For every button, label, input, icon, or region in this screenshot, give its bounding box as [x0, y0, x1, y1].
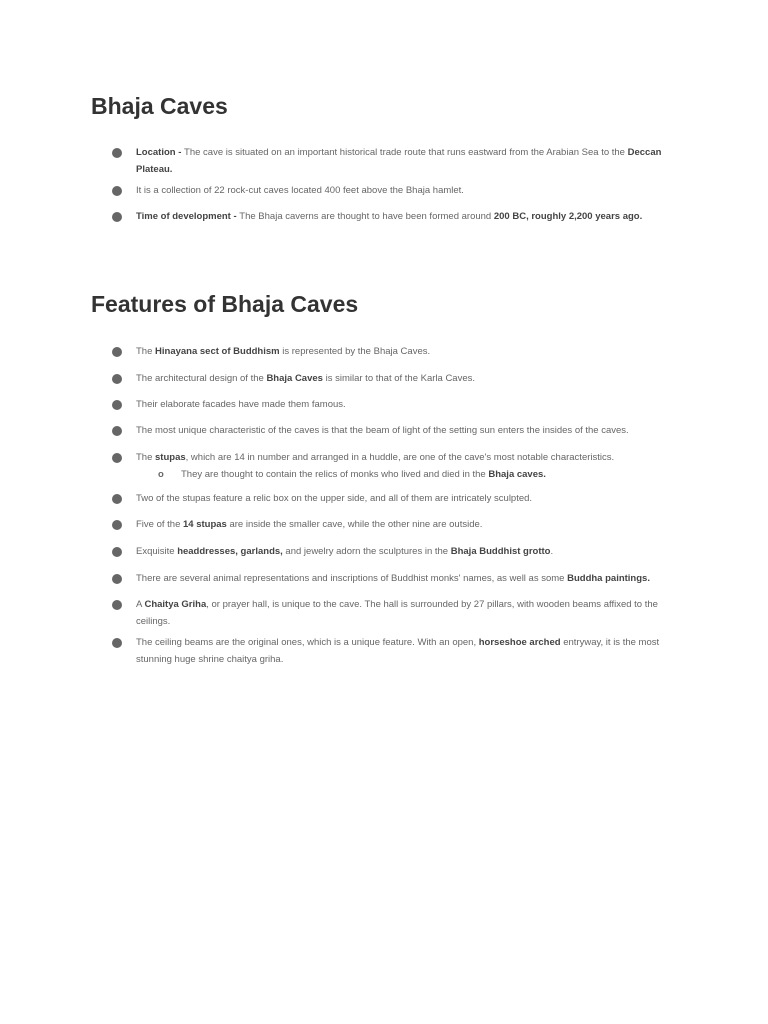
bullet-icon: [112, 520, 122, 530]
bullet-icon: [112, 148, 122, 158]
bullet-icon: [112, 374, 122, 384]
sublist-item-text: They are thought to contain the relics of monks who lived and died in the Bhaja caves.: [181, 469, 546, 480]
bullet-icon: [112, 347, 122, 357]
list-item-chaitya-griha: [112, 597, 672, 630]
bullet-icon: [112, 574, 122, 584]
sublist-item-relics: [158, 467, 678, 484]
list-item-text: It is a collection of 22 rock-cut caves located 400 feet above the Bhaja hamlet.: [136, 185, 464, 196]
list-item-text: Two of the stupas feature a relic box on the upper side, and all of them are intricately sculpted.: [136, 493, 533, 504]
bullet-icon: [112, 494, 122, 504]
list-item-architecture: [112, 371, 672, 388]
list-item-five-stupas: [112, 517, 672, 534]
list-item-text: The Hinayana sect of Buddhism is represented by the Bhaja Caves.: [136, 346, 431, 357]
list-item-headdresses: [112, 544, 672, 561]
list-item-time-of-development: [112, 209, 672, 226]
list-item-text: The ceiling beams are the original ones, which is a unique feature. With an open, horseshoe arched entryway, it is the most stunning huge shrine chaitya griha.: [136, 637, 660, 665]
bullet-icon: [112, 212, 122, 222]
heading-features-of-bhaja-caves: Features of Bhaja Caves: [91, 291, 359, 317]
bullet-icon: [112, 638, 122, 648]
list-item-text: Time of development - The Bhaja caverns are thought to have been formed around 200 BC, roughly 2,200 years ago.: [136, 211, 643, 222]
list-item-relic-box: [112, 491, 672, 508]
bullet-icon: [112, 547, 122, 557]
bullet-icon: [112, 453, 122, 463]
list-item-text: The architectural design of the Bhaja Caves is similar to that of the Karla Caves.: [136, 373, 476, 384]
circle-bullet-icon: o: [158, 469, 164, 480]
list-item-stupas: [112, 450, 672, 467]
heading-bhaja-caves: Bhaja Caves: [91, 93, 228, 119]
list-item-text: The most unique characteristic of the caves is that the beam of light of the setting sun enters the insides of the caves.: [136, 425, 629, 436]
list-item-text: A Chaitya Griha, or prayer hall, is unique to the cave. The hall is surrounded by 27 pillars, with wooden beams affixed to the ceilings.: [136, 599, 658, 627]
list-item-text: There are several animal representations and inscriptions of Buddhist monks' names, as well as some Buddha paintings.: [136, 573, 650, 584]
list-item-beam-of-light: [112, 423, 672, 440]
list-item-facades: [112, 397, 672, 414]
list-item-collection: [112, 183, 672, 200]
list-item-hinayana: [112, 344, 672, 361]
bullet-icon: [112, 426, 122, 436]
bullet-icon: [112, 400, 122, 410]
list-item-text: Exquisite headdresses, garlands, and jewelry adorn the sculptures in the Bhaja Buddhist grotto.: [136, 546, 554, 557]
list-item-location: [112, 145, 672, 178]
list-item-text: Their elaborate facades have made them famous.: [136, 399, 346, 410]
list-item-text: Five of the 14 stupas are inside the smaller cave, while the other nine are outside.: [136, 519, 483, 530]
list-item-text: Location - The cave is situated on an important historical trade route that runs eastward from the Arabian Sea to the Deccan Plateau.: [136, 147, 662, 175]
bullet-icon: [112, 186, 122, 196]
list-item-animal-representations: [112, 571, 672, 588]
bullet-icon: [112, 600, 122, 610]
list-item-text: The stupas, which are 14 in number and arranged in a huddle, are one of the cave's most notable characteristics.: [136, 452, 615, 463]
list-item-ceiling-beams: [112, 635, 672, 668]
